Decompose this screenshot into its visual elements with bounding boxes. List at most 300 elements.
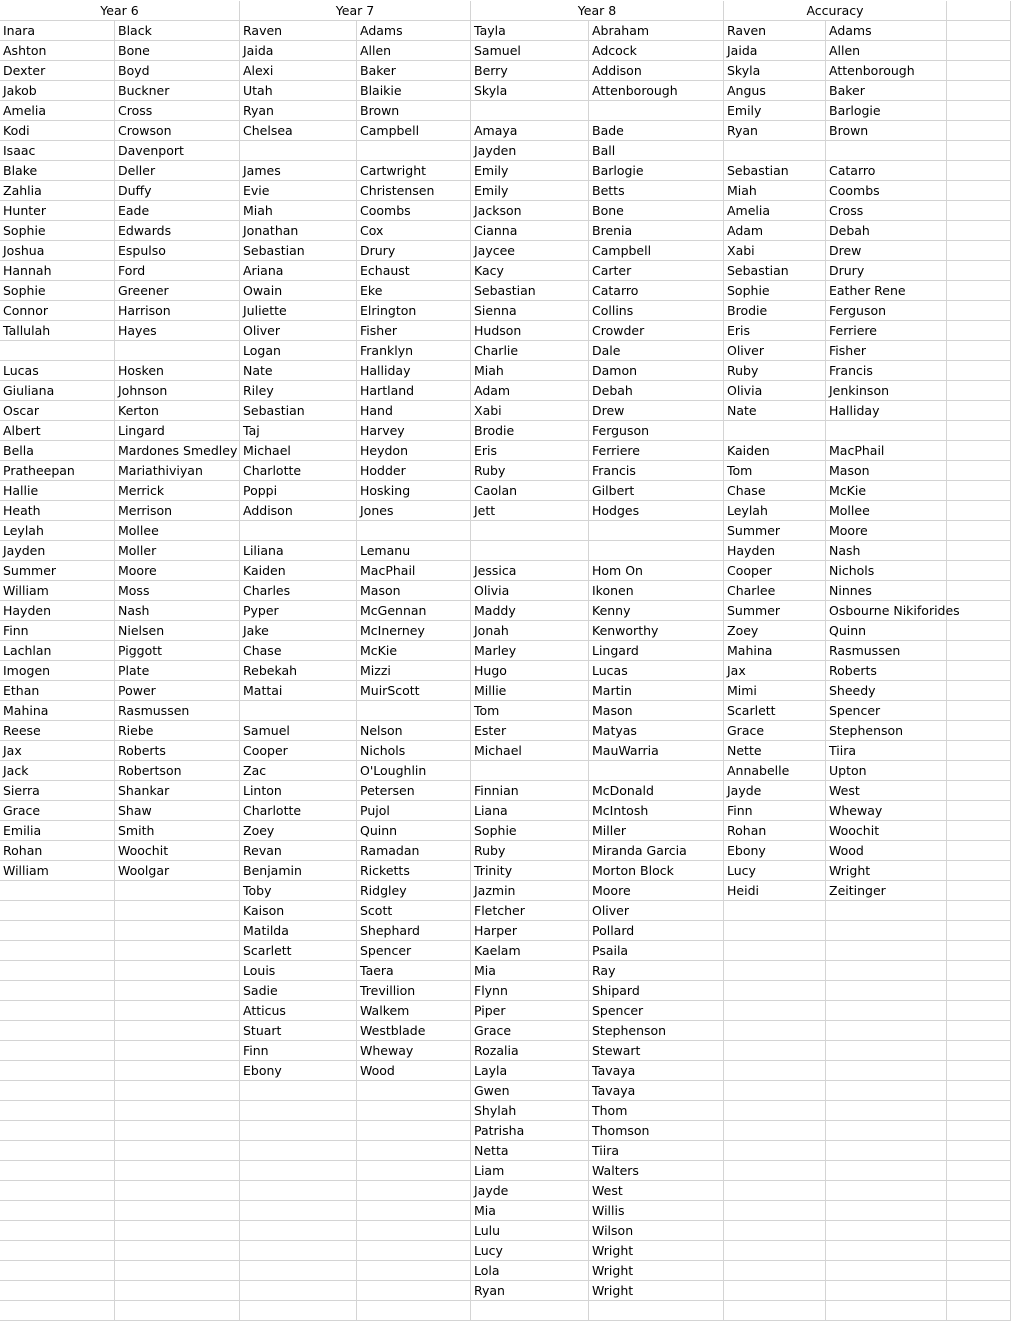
year6-first-name-cell[interactable] [0, 1201, 115, 1221]
year7-first-name-cell[interactable]: Nate [240, 361, 357, 381]
year7-last-name-cell[interactable]: Hartland [357, 381, 471, 401]
spreadsheet-cell[interactable] [947, 241, 1011, 261]
year6-first-name-cell[interactable]: Grace [0, 801, 115, 821]
year7-last-name-cell[interactable]: Petersen [357, 781, 471, 801]
year6-first-name-cell[interactable]: Jax [0, 741, 115, 761]
accuracy-last-name-cell[interactable]: MacPhail [826, 441, 947, 461]
accuracy-last-name-cell[interactable] [826, 941, 947, 961]
year6-first-name-cell[interactable] [0, 1061, 115, 1081]
year7-last-name-cell[interactable]: Echaust [357, 261, 471, 281]
accuracy-last-name-cell[interactable]: Drew [826, 241, 947, 261]
year6-last-name-cell[interactable]: Mariathiviyan [115, 461, 240, 481]
year6-first-name-cell[interactable]: Dexter [0, 61, 115, 81]
year8-first-name-cell[interactable]: Adam [471, 381, 589, 401]
year6-last-name-cell[interactable] [115, 1161, 240, 1181]
year8-first-name-cell[interactable]: Hudson [471, 321, 589, 341]
accuracy-first-name-cell[interactable]: Annabelle [724, 761, 826, 781]
year7-last-name-cell[interactable] [357, 1141, 471, 1161]
year6-last-name-cell[interactable]: Lingard [115, 421, 240, 441]
year8-last-name-cell[interactable]: Attenborough [589, 81, 724, 101]
accuracy-first-name-cell[interactable]: Jaida [724, 41, 826, 61]
spreadsheet-cell[interactable] [947, 981, 1011, 1001]
year6-first-name-cell[interactable] [0, 1261, 115, 1281]
year7-first-name-cell[interactable]: Ariana [240, 261, 357, 281]
accuracy-first-name-cell[interactable] [724, 1281, 826, 1301]
year6-last-name-cell[interactable]: Robertson [115, 761, 240, 781]
year8-last-name-cell[interactable]: Barlogie [589, 161, 724, 181]
accuracy-first-name-cell[interactable]: Sebastian [724, 161, 826, 181]
spreadsheet-cell[interactable] [947, 541, 1011, 561]
spreadsheet-cell[interactable] [947, 621, 1011, 641]
year7-first-name-cell[interactable]: Logan [240, 341, 357, 361]
spreadsheet-cell[interactable] [947, 1281, 1011, 1301]
year8-last-name-cell[interactable] [589, 1301, 724, 1321]
accuracy-first-name-cell[interactable]: Ruby [724, 361, 826, 381]
year8-last-name-cell[interactable]: Collins [589, 301, 724, 321]
year7-last-name-cell[interactable]: MuirScott [357, 681, 471, 701]
year7-first-name-cell[interactable]: Toby [240, 881, 357, 901]
year6-first-name-cell[interactable] [0, 941, 115, 961]
accuracy-last-name-cell[interactable] [826, 961, 947, 981]
year7-first-name-cell[interactable]: Kaiden [240, 561, 357, 581]
year6-last-name-cell[interactable]: Davenport [115, 141, 240, 161]
year8-first-name-cell[interactable]: Jayde [471, 1181, 589, 1201]
year7-first-name-cell[interactable]: Jonathan [240, 221, 357, 241]
year7-last-name-cell[interactable]: Westblade [357, 1021, 471, 1041]
year6-first-name-cell[interactable]: Finn [0, 621, 115, 641]
year6-last-name-cell[interactable] [115, 1221, 240, 1241]
year7-first-name-cell[interactable]: Riley [240, 381, 357, 401]
accuracy-first-name-cell[interactable]: Heidi [724, 881, 826, 901]
year6-first-name-cell[interactable] [0, 1001, 115, 1021]
year8-first-name-cell[interactable]: Sebastian [471, 281, 589, 301]
spreadsheet-cell[interactable] [947, 61, 1011, 81]
year6-last-name-cell[interactable]: Hayes [115, 321, 240, 341]
accuracy-first-name-cell[interactable] [724, 1301, 826, 1321]
year6-last-name-cell[interactable]: Merrison [115, 501, 240, 521]
year6-last-name-cell[interactable]: Johnson [115, 381, 240, 401]
spreadsheet-cell[interactable] [947, 261, 1011, 281]
year8-last-name-cell[interactable]: Ferguson [589, 421, 724, 441]
year7-last-name-cell[interactable]: Jones [357, 501, 471, 521]
year6-first-name-cell[interactable]: Heath [0, 501, 115, 521]
accuracy-last-name-cell[interactable]: Drury [826, 261, 947, 281]
spreadsheet-cell[interactable] [947, 901, 1011, 921]
accuracy-first-name-cell[interactable] [724, 1021, 826, 1041]
year8-first-name-cell[interactable]: Flynn [471, 981, 589, 1001]
spreadsheet-cell[interactable] [947, 141, 1011, 161]
spreadsheet-cell[interactable] [947, 1301, 1011, 1321]
year7-first-name-cell[interactable]: Liliana [240, 541, 357, 561]
year7-first-name-cell[interactable]: Atticus [240, 1001, 357, 1021]
year8-last-name-cell[interactable] [589, 761, 724, 781]
year6-last-name-cell[interactable]: Mollee [115, 521, 240, 541]
year8-last-name-cell[interactable]: Crowder [589, 321, 724, 341]
spreadsheet-cell[interactable] [947, 581, 1011, 601]
spreadsheet-cell[interactable] [947, 961, 1011, 981]
year6-first-name-cell[interactable]: Isaac [0, 141, 115, 161]
year7-last-name-cell[interactable]: Cox [357, 221, 471, 241]
spreadsheet-cell[interactable] [947, 401, 1011, 421]
year7-last-name-cell[interactable]: Hosking [357, 481, 471, 501]
accuracy-first-name-cell[interactable]: Leylah [724, 501, 826, 521]
spreadsheet-cell[interactable] [947, 181, 1011, 201]
year7-first-name-cell[interactable] [240, 1301, 357, 1321]
year8-first-name-cell[interactable]: Berry [471, 61, 589, 81]
year8-last-name-cell[interactable]: Wright [589, 1261, 724, 1281]
year6-last-name-cell[interactable]: Roberts [115, 741, 240, 761]
year8-first-name-cell[interactable]: Jett [471, 501, 589, 521]
year8-first-name-cell[interactable]: Eris [471, 441, 589, 461]
accuracy-first-name-cell[interactable] [724, 1221, 826, 1241]
spreadsheet-cell[interactable] [947, 461, 1011, 481]
year6-last-name-cell[interactable]: Cross [115, 101, 240, 121]
year6-first-name-cell[interactable]: Emilia [0, 821, 115, 841]
year7-last-name-cell[interactable]: Drury [357, 241, 471, 261]
accuracy-first-name-cell[interactable]: Rohan [724, 821, 826, 841]
header-year-8[interactable]: Year 8 [471, 1, 724, 21]
year8-last-name-cell[interactable]: Addison [589, 61, 724, 81]
year8-first-name-cell[interactable]: Amaya [471, 121, 589, 141]
year8-last-name-cell[interactable]: Wright [589, 1241, 724, 1261]
year8-first-name-cell[interactable]: Tom [471, 701, 589, 721]
year8-first-name-cell[interactable]: Finnian [471, 781, 589, 801]
year7-last-name-cell[interactable] [357, 1121, 471, 1141]
year8-first-name-cell[interactable]: Cianna [471, 221, 589, 241]
spreadsheet-cell[interactable] [947, 721, 1011, 741]
year8-first-name-cell[interactable]: Liana [471, 801, 589, 821]
accuracy-last-name-cell[interactable] [826, 1001, 947, 1021]
accuracy-last-name-cell[interactable] [826, 1201, 947, 1221]
year6-first-name-cell[interactable]: Jakob [0, 81, 115, 101]
year8-last-name-cell[interactable]: Miranda Garcia [589, 841, 724, 861]
year6-last-name-cell[interactable] [115, 1041, 240, 1061]
year7-first-name-cell[interactable]: Oliver [240, 321, 357, 341]
year8-first-name-cell[interactable]: Jazmin [471, 881, 589, 901]
header-year-6[interactable]: Year 6 [0, 1, 240, 21]
year7-last-name-cell[interactable]: O'Loughlin [357, 761, 471, 781]
year8-last-name-cell[interactable]: Lingard [589, 641, 724, 661]
year7-first-name-cell[interactable]: Pyper [240, 601, 357, 621]
year6-first-name-cell[interactable]: Jayden [0, 541, 115, 561]
year6-last-name-cell[interactable] [115, 1101, 240, 1121]
year8-first-name-cell[interactable]: Millie [471, 681, 589, 701]
year7-last-name-cell[interactable]: Coombs [357, 201, 471, 221]
accuracy-last-name-cell[interactable]: Rasmussen [826, 641, 947, 661]
year6-last-name-cell[interactable]: Nielsen [115, 621, 240, 641]
year6-last-name-cell[interactable] [115, 1241, 240, 1261]
year7-first-name-cell[interactable]: Charlotte [240, 801, 357, 821]
accuracy-first-name-cell[interactable] [724, 921, 826, 941]
year6-first-name-cell[interactable] [0, 1161, 115, 1181]
year6-last-name-cell[interactable]: Mardones Smedley [115, 441, 240, 461]
spreadsheet-cell[interactable] [947, 221, 1011, 241]
year7-first-name-cell[interactable]: Scarlett [240, 941, 357, 961]
year7-first-name-cell[interactable]: Chelsea [240, 121, 357, 141]
year8-first-name-cell[interactable]: Shylah [471, 1101, 589, 1121]
accuracy-last-name-cell[interactable] [826, 1281, 947, 1301]
accuracy-last-name-cell[interactable]: Jenkinson [826, 381, 947, 401]
year7-first-name-cell[interactable] [240, 521, 357, 541]
accuracy-last-name-cell[interactable]: Wheway [826, 801, 947, 821]
accuracy-last-name-cell[interactable]: Moore [826, 521, 947, 541]
accuracy-last-name-cell[interactable] [826, 1041, 947, 1061]
year8-first-name-cell[interactable]: Michael [471, 741, 589, 761]
year6-first-name-cell[interactable]: Rohan [0, 841, 115, 861]
accuracy-first-name-cell[interactable] [724, 141, 826, 161]
year7-last-name-cell[interactable]: Allen [357, 41, 471, 61]
accuracy-first-name-cell[interactable] [724, 1001, 826, 1021]
year8-last-name-cell[interactable]: MauWarria [589, 741, 724, 761]
year6-last-name-cell[interactable]: Woochit [115, 841, 240, 861]
year8-first-name-cell[interactable]: Ruby [471, 461, 589, 481]
year6-first-name-cell[interactable]: Hayden [0, 601, 115, 621]
spreadsheet-cell[interactable] [947, 921, 1011, 941]
year7-first-name-cell[interactable]: Taj [240, 421, 357, 441]
year6-first-name-cell[interactable]: Hannah [0, 261, 115, 281]
spreadsheet-cell[interactable] [947, 821, 1011, 841]
year7-last-name-cell[interactable]: McKie [357, 641, 471, 661]
accuracy-last-name-cell[interactable]: Roberts [826, 661, 947, 681]
year8-first-name-cell[interactable]: Charlie [471, 341, 589, 361]
year6-first-name-cell[interactable]: Tallulah [0, 321, 115, 341]
accuracy-first-name-cell[interactable]: Angus [724, 81, 826, 101]
accuracy-first-name-cell[interactable] [724, 421, 826, 441]
spreadsheet-cell[interactable] [947, 681, 1011, 701]
spreadsheet-cell[interactable] [947, 1, 1011, 21]
year6-first-name-cell[interactable]: William [0, 581, 115, 601]
year7-first-name-cell[interactable] [240, 1141, 357, 1161]
year8-first-name-cell[interactable]: Lucy [471, 1241, 589, 1261]
year8-first-name-cell[interactable]: Samuel [471, 41, 589, 61]
year7-last-name-cell[interactable]: Blaikie [357, 81, 471, 101]
year8-first-name-cell[interactable]: Grace [471, 1021, 589, 1041]
year7-first-name-cell[interactable]: Rebekah [240, 661, 357, 681]
year8-last-name-cell[interactable]: Tavaya [589, 1081, 724, 1101]
year6-last-name-cell[interactable]: Bone [115, 41, 240, 61]
year6-first-name-cell[interactable]: Leylah [0, 521, 115, 541]
accuracy-last-name-cell[interactable]: Nash [826, 541, 947, 561]
accuracy-last-name-cell[interactable]: Attenborough [826, 61, 947, 81]
year7-first-name-cell[interactable]: Revan [240, 841, 357, 861]
accuracy-last-name-cell[interactable]: Osbourne Nikiforides [826, 601, 947, 621]
accuracy-last-name-cell[interactable]: Upton [826, 761, 947, 781]
accuracy-first-name-cell[interactable]: Nette [724, 741, 826, 761]
year8-first-name-cell[interactable]: Emily [471, 161, 589, 181]
year8-last-name-cell[interactable]: Psaila [589, 941, 724, 961]
year7-first-name-cell[interactable]: Linton [240, 781, 357, 801]
accuracy-first-name-cell[interactable]: Kaiden [724, 441, 826, 461]
year6-first-name-cell[interactable]: Hunter [0, 201, 115, 221]
year7-first-name-cell[interactable]: Chase [240, 641, 357, 661]
accuracy-first-name-cell[interactable]: Amelia [724, 201, 826, 221]
accuracy-first-name-cell[interactable]: Finn [724, 801, 826, 821]
year8-last-name-cell[interactable]: Ball [589, 141, 724, 161]
year8-last-name-cell[interactable] [589, 541, 724, 561]
year6-last-name-cell[interactable] [115, 941, 240, 961]
accuracy-last-name-cell[interactable]: Mollee [826, 501, 947, 521]
accuracy-last-name-cell[interactable]: Coombs [826, 181, 947, 201]
accuracy-first-name-cell[interactable]: Mahina [724, 641, 826, 661]
spreadsheet-cell[interactable] [947, 1001, 1011, 1021]
year6-first-name-cell[interactable]: Giuliana [0, 381, 115, 401]
year8-first-name-cell[interactable] [471, 541, 589, 561]
year8-last-name-cell[interactable]: Wright [589, 1281, 724, 1301]
year6-last-name-cell[interactable] [115, 1201, 240, 1221]
accuracy-first-name-cell[interactable]: Lucy [724, 861, 826, 881]
year8-last-name-cell[interactable]: Oliver [589, 901, 724, 921]
year7-first-name-cell[interactable] [240, 1121, 357, 1141]
accuracy-last-name-cell[interactable] [826, 1121, 947, 1141]
spreadsheet-cell[interactable] [947, 1161, 1011, 1181]
year7-first-name-cell[interactable]: Zoey [240, 821, 357, 841]
year7-first-name-cell[interactable]: Stuart [240, 1021, 357, 1041]
year7-last-name-cell[interactable]: Cartwright [357, 161, 471, 181]
year6-last-name-cell[interactable] [115, 1001, 240, 1021]
year6-first-name-cell[interactable]: Sierra [0, 781, 115, 801]
accuracy-first-name-cell[interactable]: Summer [724, 521, 826, 541]
spreadsheet-cell[interactable] [947, 1021, 1011, 1041]
year6-first-name-cell[interactable] [0, 1221, 115, 1241]
year7-last-name-cell[interactable]: Nelson [357, 721, 471, 741]
year7-first-name-cell[interactable]: Charles [240, 581, 357, 601]
year6-last-name-cell[interactable] [115, 961, 240, 981]
year7-first-name-cell[interactable] [240, 141, 357, 161]
year8-last-name-cell[interactable]: Drew [589, 401, 724, 421]
year8-last-name-cell[interactable]: Stewart [589, 1041, 724, 1061]
year6-last-name-cell[interactable]: Moller [115, 541, 240, 561]
accuracy-last-name-cell[interactable]: Wood [826, 841, 947, 861]
year6-first-name-cell[interactable]: Hallie [0, 481, 115, 501]
year7-last-name-cell[interactable]: Mason [357, 581, 471, 601]
accuracy-first-name-cell[interactable] [724, 1061, 826, 1081]
year6-first-name-cell[interactable]: Imogen [0, 661, 115, 681]
accuracy-first-name-cell[interactable] [724, 941, 826, 961]
year6-last-name-cell[interactable]: Smith [115, 821, 240, 841]
year8-last-name-cell[interactable]: Hom On [589, 561, 724, 581]
year6-last-name-cell[interactable]: Duffy [115, 181, 240, 201]
year6-last-name-cell[interactable]: Eade [115, 201, 240, 221]
year6-last-name-cell[interactable]: Harrison [115, 301, 240, 321]
year8-last-name-cell[interactable]: Lucas [589, 661, 724, 681]
year8-first-name-cell[interactable]: Gwen [471, 1081, 589, 1101]
accuracy-last-name-cell[interactable]: Barlogie [826, 101, 947, 121]
spreadsheet-cell[interactable] [947, 321, 1011, 341]
year7-last-name-cell[interactable] [357, 1241, 471, 1261]
year8-first-name-cell[interactable]: Skyla [471, 81, 589, 101]
year7-last-name-cell[interactable] [357, 1281, 471, 1301]
accuracy-last-name-cell[interactable] [826, 1021, 947, 1041]
year7-last-name-cell[interactable]: Lemanu [357, 541, 471, 561]
year6-last-name-cell[interactable] [115, 901, 240, 921]
year6-last-name-cell[interactable]: Hosken [115, 361, 240, 381]
year8-last-name-cell[interactable] [589, 101, 724, 121]
spreadsheet-cell[interactable] [947, 341, 1011, 361]
spreadsheet-cell[interactable] [947, 841, 1011, 861]
year7-first-name-cell[interactable]: Charlotte [240, 461, 357, 481]
year6-last-name-cell[interactable] [115, 1141, 240, 1161]
year6-first-name-cell[interactable]: Oscar [0, 401, 115, 421]
spreadsheet-cell[interactable] [947, 561, 1011, 581]
year8-last-name-cell[interactable]: Gilbert [589, 481, 724, 501]
accuracy-first-name-cell[interactable] [724, 1201, 826, 1221]
accuracy-last-name-cell[interactable] [826, 1221, 947, 1241]
spreadsheet-cell[interactable] [947, 941, 1011, 961]
year7-first-name-cell[interactable]: Matilda [240, 921, 357, 941]
spreadsheet-cell[interactable] [947, 481, 1011, 501]
accuracy-last-name-cell[interactable]: Fisher [826, 341, 947, 361]
spreadsheet-cell[interactable] [947, 1141, 1011, 1161]
year8-first-name-cell[interactable]: Ryan [471, 1281, 589, 1301]
year8-first-name-cell[interactable]: Ester [471, 721, 589, 741]
year6-first-name-cell[interactable] [0, 1301, 115, 1321]
year7-last-name-cell[interactable]: Mizzi [357, 661, 471, 681]
year8-last-name-cell[interactable]: Mason [589, 701, 724, 721]
year8-last-name-cell[interactable]: Dale [589, 341, 724, 361]
year6-first-name-cell[interactable] [0, 1081, 115, 1101]
year6-last-name-cell[interactable] [115, 1261, 240, 1281]
spreadsheet-cell[interactable] [947, 381, 1011, 401]
year7-last-name-cell[interactable]: Baker [357, 61, 471, 81]
accuracy-first-name-cell[interactable]: Jayde [724, 781, 826, 801]
year7-first-name-cell[interactable]: Louis [240, 961, 357, 981]
year6-last-name-cell[interactable]: Riebe [115, 721, 240, 741]
year8-first-name-cell[interactable]: Maddy [471, 601, 589, 621]
year7-last-name-cell[interactable]: Ridgley [357, 881, 471, 901]
year6-last-name-cell[interactable]: Espulso [115, 241, 240, 261]
spreadsheet-cell[interactable] [947, 1041, 1011, 1061]
year8-first-name-cell[interactable]: Emily [471, 181, 589, 201]
year6-last-name-cell[interactable] [115, 1181, 240, 1201]
spreadsheet-cell[interactable] [947, 361, 1011, 381]
year6-first-name-cell[interactable] [0, 1101, 115, 1121]
year7-last-name-cell[interactable] [357, 1261, 471, 1281]
spreadsheet-cell[interactable] [947, 21, 1011, 41]
year8-first-name-cell[interactable] [471, 101, 589, 121]
accuracy-first-name-cell[interactable] [724, 1141, 826, 1161]
accuracy-first-name-cell[interactable]: Sophie [724, 281, 826, 301]
year7-first-name-cell[interactable]: Jake [240, 621, 357, 641]
year6-first-name-cell[interactable] [0, 981, 115, 1001]
accuracy-first-name-cell[interactable]: Hayden [724, 541, 826, 561]
year6-last-name-cell[interactable]: Boyd [115, 61, 240, 81]
accuracy-last-name-cell[interactable]: Ferriere [826, 321, 947, 341]
accuracy-first-name-cell[interactable]: Ebony [724, 841, 826, 861]
year8-last-name-cell[interactable]: Miller [589, 821, 724, 841]
accuracy-first-name-cell[interactable]: Brodie [724, 301, 826, 321]
year8-first-name-cell[interactable]: Tayla [471, 21, 589, 41]
year7-last-name-cell[interactable]: Scott [357, 901, 471, 921]
accuracy-last-name-cell[interactable] [826, 921, 947, 941]
accuracy-last-name-cell[interactable]: Allen [826, 41, 947, 61]
spreadsheet-cell[interactable] [947, 701, 1011, 721]
year7-last-name-cell[interactable]: Hodder [357, 461, 471, 481]
year6-last-name-cell[interactable]: Kerton [115, 401, 240, 421]
year6-last-name-cell[interactable] [115, 341, 240, 361]
year7-first-name-cell[interactable] [240, 1241, 357, 1261]
year6-first-name-cell[interactable] [0, 341, 115, 361]
year6-first-name-cell[interactable]: Zahlia [0, 181, 115, 201]
year8-first-name-cell[interactable]: Lola [471, 1261, 589, 1281]
accuracy-first-name-cell[interactable]: Zoey [724, 621, 826, 641]
header-year-7[interactable]: Year 7 [240, 1, 471, 21]
year8-last-name-cell[interactable]: Matyas [589, 721, 724, 741]
spreadsheet-cell[interactable] [947, 101, 1011, 121]
year8-last-name-cell[interactable]: Debah [589, 381, 724, 401]
year7-last-name-cell[interactable] [357, 1181, 471, 1201]
year7-first-name-cell[interactable]: Michael [240, 441, 357, 461]
year6-last-name-cell[interactable]: Buckner [115, 81, 240, 101]
